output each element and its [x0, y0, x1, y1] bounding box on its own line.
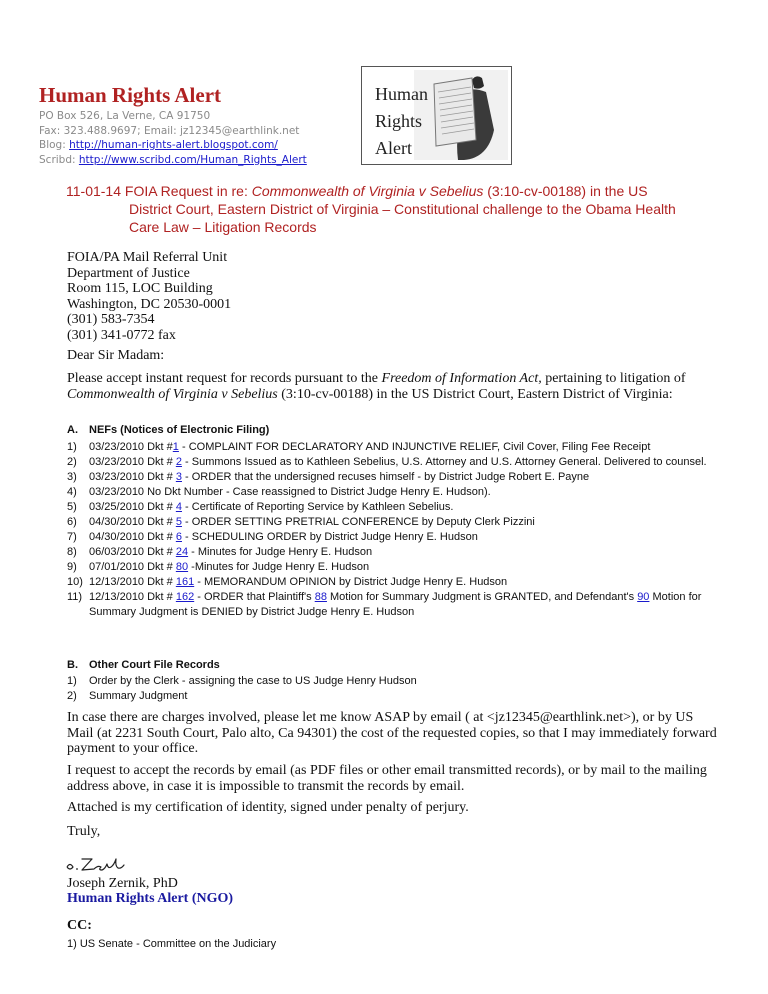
docket-link[interactable]: 3: [175, 471, 182, 483]
docket-link[interactable]: 162: [175, 591, 195, 603]
nef-item: [67, 440, 717, 455]
intro-text: pertaining to litigation of: [541, 371, 686, 386]
section-title: NEFs (Notices of Electronic Filing): [89, 424, 270, 436]
logo-word-1: Human: [375, 84, 428, 104]
item-number: 5): [67, 501, 77, 513]
item-number: 1): [67, 675, 77, 687]
salutation: Dear Sir Madam:: [67, 348, 165, 363]
section-b-heading: [67, 659, 220, 671]
item-text: -Minutes for Judge Henry E. Hudson: [188, 561, 370, 573]
blog-label: Blog:: [39, 139, 66, 151]
item-text: Order by the Clerk - assigning the case to US Judge Henry Hudson: [89, 675, 417, 687]
item-text: - COMPLAINT FOR DECLARATORY AND INJUNCTIVE RELIEF, Civil Cover, Filing Fee Receipt: [178, 441, 651, 453]
nef-item: [67, 545, 717, 560]
docket-link[interactable]: 6: [175, 531, 182, 543]
intro-case-name: Commonwealth of Virginia v Sebelius: [67, 386, 278, 402]
item-number: 9): [67, 561, 77, 573]
docket-link[interactable]: 88: [314, 591, 327, 603]
section-title: Other Court File Records: [89, 659, 220, 671]
item-text: Motion for Summary Judgment is GRANTED, and Defendant's: [326, 591, 638, 603]
contact-block: [39, 109, 307, 167]
org-title: Human Rights Alert: [39, 83, 222, 107]
cc-list: [67, 938, 276, 950]
logo-word-3: Alert: [375, 138, 412, 158]
handwritten-signature: [64, 851, 134, 875]
item-text: - ORDER that the undersigned recuses himself - by District Judge Robert E. Payne: [181, 471, 590, 483]
subject-line: [66, 182, 706, 236]
docket-link[interactable]: 2: [175, 456, 182, 468]
intro-paragraph: [67, 371, 717, 402]
subject-prefix: 11-01-14 FOIA Request in re:: [66, 183, 252, 199]
logo-wordmark: [375, 81, 428, 162]
item-text: 12/13/2010 Dkt #: [89, 576, 176, 588]
item-text: 03/23/2010 Dkt #: [89, 456, 176, 468]
item-number: 2): [67, 690, 77, 702]
section-letter: A.: [67, 424, 78, 436]
docket-link[interactable]: 80: [175, 561, 189, 573]
recipient-line: (301) 341-0772 fax: [67, 327, 176, 343]
signer-name: Joseph Zernik, PhD: [67, 876, 178, 891]
item-number: 8): [67, 546, 77, 558]
subject-line-2: District Court, Eastern District of Virginia – Constitutional challenge to the Obama Health: [129, 201, 676, 217]
logo-figure-illustration: [414, 70, 508, 160]
item-number: 10): [67, 576, 83, 588]
item-text: - Summons Issued as to Kathleen Sebelius, U.S. Attorney and U.S. Attorney General. Delivered to counsel.: [181, 456, 707, 468]
item-text: - SCHEDULING ORDER by District Judge Henry E. Hudson: [181, 531, 478, 543]
recipient-line: (301) 583-7354: [67, 312, 155, 327]
item-text: - Minutes for Judge Henry E. Hudson: [188, 546, 373, 558]
cc-label: CC:: [67, 918, 92, 933]
item-number: 6): [67, 516, 77, 528]
item-text: 06/03/2010 Dkt #: [89, 546, 176, 558]
item-number: 7): [67, 531, 77, 543]
intro-text: Please accept instant request for records pursuant to the: [67, 371, 382, 386]
nef-item: [67, 590, 717, 620]
item-text: 04/30/2010 Dkt #: [89, 516, 176, 528]
docket-link[interactable]: 90: [637, 591, 650, 603]
court-records-list: [67, 674, 717, 704]
org-logo: [361, 66, 512, 165]
docket-link[interactable]: 4: [175, 501, 182, 513]
blog-line: [39, 138, 307, 153]
court-record-item: [67, 689, 717, 704]
section-a-heading: [67, 424, 269, 436]
signer-organization: Human Rights Alert (NGO): [67, 891, 234, 906]
intro-act-name: Freedom of Information Act,: [381, 371, 542, 386]
docket-link[interactable]: 24: [175, 546, 189, 558]
recipient-line: Washington, DC 20530-0001: [67, 296, 232, 312]
item-text: - ORDER that Plaintiff's: [194, 591, 315, 603]
charges-paragraph: In case there are charges involved, please let me know ASAP by email ( at <jz12345@earthlink.net>), or by US Mail (at 2231 South Court, Palo alto, Ca 94301) the cost of the requested copies, so that I may immediately forward payment to your office.: [67, 710, 717, 756]
item-text: - MEMORANDUM OPINION by District Judge Henry E. Hudson: [194, 576, 508, 588]
item-text: - Certificate of Reporting Service by Kathleen Sebelius.: [181, 501, 454, 513]
item-number: 4): [67, 486, 77, 498]
blog-link[interactable]: http://human-rights-alert.blogspot.com/: [69, 139, 278, 151]
item-number: 3): [67, 471, 77, 483]
cc-item: 1) US Senate - Committee on the Judiciary: [67, 938, 277, 950]
nef-item: [67, 560, 717, 575]
recipient-line: FOIA/PA Mail Referral Unit: [67, 250, 228, 265]
delivery-paragraph: I request to accept the records by email (as PDF files or other email transmitted records), or by mail to the mailing address above, in case it is impossible to transmit the records by email.: [67, 763, 707, 794]
docket-link[interactable]: 5: [175, 516, 182, 528]
intro-text: (3:10-cv-00188) in the US District Court, Eastern District of Virginia:: [277, 386, 673, 402]
item-text: 04/30/2010 Dkt #: [89, 531, 176, 543]
item-text: Motion for Summary Judgment is DENIED by District Judge Henry E. Hudson: [89, 591, 702, 618]
item-text: 03/23/2010 Dkt #: [89, 471, 176, 483]
fax-email: Fax: 323.488.9697; Email: jz12345@earthlink.net: [39, 124, 300, 137]
scribd-label: Scribd:: [39, 153, 76, 166]
item-text: - ORDER SETTING PRETRIAL CONFERENCE by Deputy Clerk Pizzini: [181, 516, 535, 528]
court-record-item: [67, 674, 717, 689]
section-letter: B.: [67, 659, 78, 671]
nef-item: [67, 515, 717, 530]
nef-item: [67, 455, 717, 470]
docket-link[interactable]: 1: [172, 441, 179, 453]
item-text: Summary Judgment: [89, 690, 188, 702]
subject-suffix: (3:10-cv-00188) in the US: [483, 183, 648, 199]
recipient-line: Room 115, LOC Building: [67, 281, 213, 296]
recipient-line: Department of Justice: [67, 265, 190, 281]
item-text: 07/01/2010 Dkt #: [89, 561, 176, 573]
item-number: 1): [67, 441, 77, 453]
nef-item: [67, 470, 717, 485]
nef-item: [67, 500, 717, 515]
nef-item: [67, 485, 717, 500]
item-text: 03/25/2010 Dkt #: [89, 501, 176, 513]
item-number: 11): [67, 591, 83, 603]
item-text: 03/23/2010 Dkt #: [89, 441, 173, 453]
item-text: 12/13/2010 Dkt #: [89, 591, 176, 603]
nef-list: [67, 440, 717, 620]
logo-word-2: Rights: [375, 111, 423, 131]
postal-address: PO Box 526, La Verne, CA 91750: [39, 110, 211, 122]
scribd-link[interactable]: http://www.scribd.com/Human_Rights_Alert: [78, 153, 307, 166]
subject-case-name: Commonwealth of Virginia v Sebelius: [251, 183, 484, 199]
closing: Truly,: [67, 824, 101, 839]
nef-item: [67, 530, 717, 545]
nef-item: [67, 575, 717, 590]
scribd-line: [39, 153, 307, 168]
subject-line-3: Care Law – Litigation Records: [129, 219, 317, 235]
attached-paragraph: Attached is my certification of identity, signed under penalty of perjury.: [67, 800, 469, 815]
recipient-address: [67, 250, 231, 343]
docket-link[interactable]: 161: [175, 576, 195, 588]
item-text: 03/23/2010 No Dkt Number - Case reassigned to District Judge Henry E. Hudson).: [89, 486, 491, 498]
item-number: 2): [67, 456, 77, 468]
